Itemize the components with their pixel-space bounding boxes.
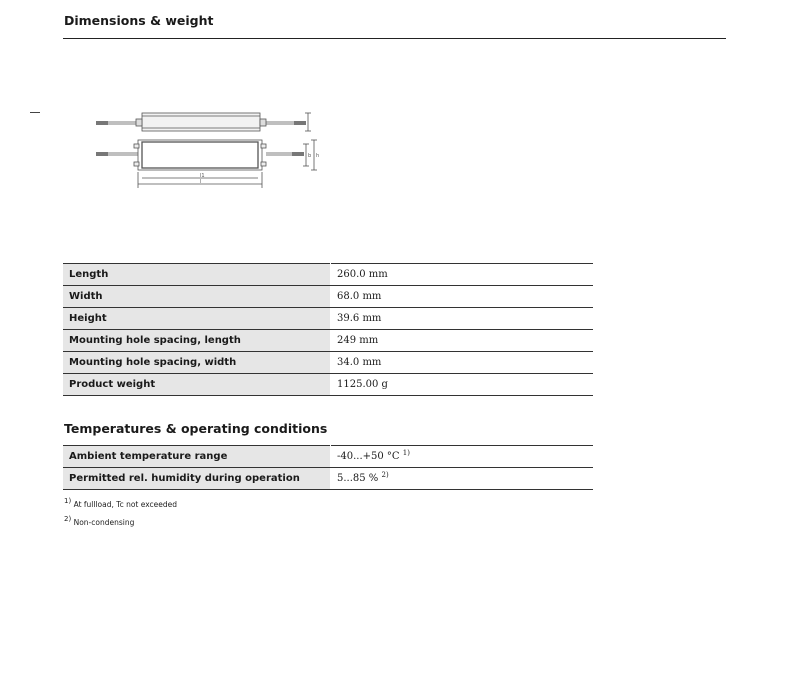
footnote bbox=[64, 497, 178, 509]
row-label: Ambient temperature range bbox=[63, 446, 331, 468]
value-text: 5...85 % bbox=[337, 473, 379, 484]
row-value bbox=[331, 468, 594, 490]
drawing-label-h: h bbox=[316, 153, 320, 159]
row-label: Height bbox=[63, 308, 331, 330]
row-value: 1125.00 g bbox=[331, 374, 594, 396]
footnote-mark: 1) bbox=[64, 497, 72, 505]
row-label: Length bbox=[63, 264, 331, 286]
table-row bbox=[63, 446, 593, 468]
table-row bbox=[63, 330, 593, 352]
footnote-mark: 2) bbox=[64, 515, 72, 523]
temperatures-table bbox=[63, 445, 593, 490]
table-row bbox=[63, 374, 593, 396]
drawing-label-l: l bbox=[200, 179, 202, 185]
section-title-temperatures: Temperatures & operating conditions bbox=[64, 421, 328, 436]
footnote-text: Non-condensing bbox=[73, 518, 135, 527]
margin-mark bbox=[30, 112, 40, 113]
value-text: -40...+50 °C bbox=[337, 451, 400, 462]
table-row bbox=[63, 308, 593, 330]
section-title-dimensions: Dimensions & weight bbox=[64, 13, 214, 28]
table-row bbox=[63, 264, 593, 286]
row-value: 260.0 mm bbox=[331, 264, 594, 286]
table-row bbox=[63, 286, 593, 308]
row-label: Product weight bbox=[63, 374, 331, 396]
row-value: 249 mm bbox=[331, 330, 594, 352]
footnote bbox=[64, 515, 135, 527]
row-value bbox=[331, 446, 594, 468]
footnote-text: At fullload, Tc not exceeded bbox=[73, 500, 178, 509]
row-label: Mounting hole spacing, length bbox=[63, 330, 331, 352]
drawing-label-l1: l1 bbox=[200, 173, 205, 179]
dimension-drawing bbox=[92, 104, 332, 192]
footnote-ref: 1) bbox=[402, 449, 410, 457]
header-rule bbox=[63, 38, 726, 39]
row-label: Mounting hole spacing, width bbox=[63, 352, 331, 374]
footnote-ref: 2) bbox=[381, 471, 389, 479]
row-label: Permitted rel. humidity during operation bbox=[63, 468, 331, 490]
dimensions-table bbox=[63, 263, 593, 396]
table-row bbox=[63, 468, 593, 490]
row-value: 39.6 mm bbox=[331, 308, 594, 330]
table-row bbox=[63, 352, 593, 374]
row-value: 68.0 mm bbox=[331, 286, 594, 308]
row-value: 34.0 mm bbox=[331, 352, 594, 374]
row-label: Width bbox=[63, 286, 331, 308]
drawing-label-b: b bbox=[308, 153, 312, 159]
